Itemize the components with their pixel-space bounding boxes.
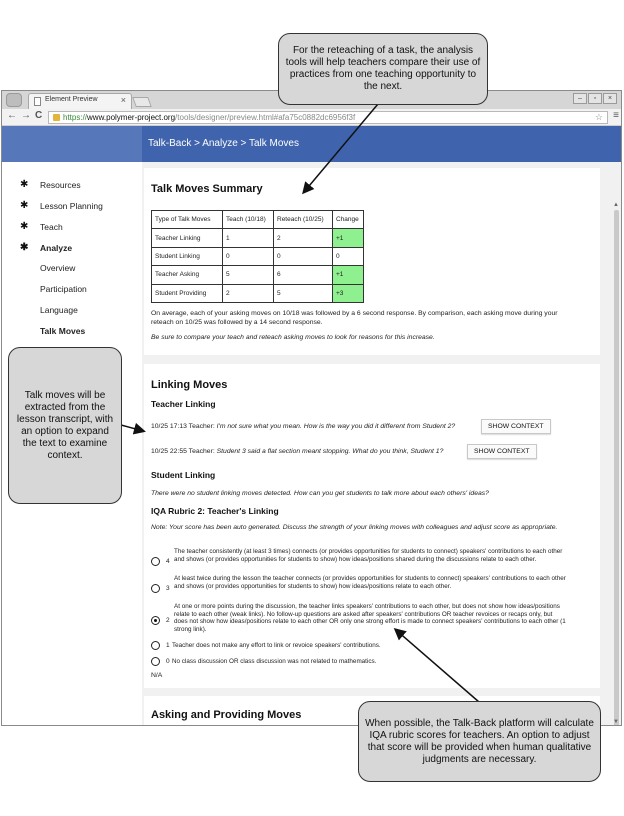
rubric-score: 0 — [166, 658, 170, 665]
change-cell: +3 — [333, 284, 364, 302]
sidebar-item-label: Analyze — [40, 243, 73, 253]
na-label: N/A — [151, 672, 163, 679]
rubric-title: IQA Rubric 2: Teacher's Linking — [151, 506, 279, 516]
arrow-to-rubric — [396, 630, 479, 702]
arrow-to-summary — [304, 104, 378, 192]
change-cell: +1 — [333, 229, 364, 247]
bookmark-star-icon[interactable]: ☆ — [594, 112, 603, 122]
forward-arrow-icon[interactable]: → — [21, 110, 31, 121]
url-domain: www.polymer-project.org — [87, 113, 176, 122]
asking-title: Asking and Providing Moves — [151, 709, 302, 721]
table-cell: Teacher Asking — [152, 266, 223, 284]
compare-note: Be sure to compare your teach and reteach asking moves to look for reasons for this increase. — [151, 334, 435, 341]
table-cell: 1 — [223, 229, 274, 247]
rubric-option-text: The teacher consistently (at least 3 times) connects (or provides opportunities for students to connect) speakers' contributions to each other and shows (or provides opportunities for students to show) how ideas/positions shared during the discussions relate to each other. — [174, 548, 563, 563]
table-cell: Teacher Linking — [152, 229, 223, 247]
minimize-button[interactable]: – — [573, 93, 587, 104]
move-quote: Student 3 said a flat section meant stopping. What do you think, Student 1? — [216, 448, 444, 455]
sidebar-item-label: Teach — [40, 222, 63, 232]
sidebar-subitem-language[interactable]: Language — [40, 305, 78, 315]
move-timestamp: 10/25 17:13 Teacher: — [151, 423, 217, 430]
table-cell: 0 — [274, 247, 333, 265]
teacher-linking-heading: Teacher Linking — [151, 399, 216, 409]
move-timestamp: 10/25 22:55 Teacher: — [151, 448, 217, 455]
gear-icon: ✱ — [20, 179, 29, 190]
scroll-down-icon[interactable]: ▼ — [613, 719, 619, 725]
change-cell: +1 — [333, 266, 364, 284]
table-cell: 2 — [274, 229, 333, 247]
rubric-score: 1 — [166, 642, 170, 649]
close-window-button[interactable]: × — [603, 93, 617, 104]
arrow-to-talk-moves — [121, 425, 143, 431]
rubric-option-text: At one or more points during the discussion, the teacher links speakers' contributions to each other, but does not show how ideas/positions relate to each other (weak links). No follow-up questions are asked after speakers' contributions OR teacher revoices or recaps only, but does not show how ideas/positions relate to each other OR only one strong effort is made to connect speakers' contributions to each other (1 strong link). — [174, 603, 566, 633]
column-header: Type of Talk Moves — [152, 211, 223, 229]
rubric-score: 3 — [166, 585, 170, 592]
student-linking-heading: Student Linking — [151, 470, 216, 480]
callout-talk-moves: Talk moves will be extracted from the lesson transcript, with an option to expand the text to examine context. — [8, 347, 122, 504]
table-cell: 6 — [274, 266, 333, 284]
callout-reteaching: For the reteaching of a task, the analysis tools will help teachers compare their use of practices from one teaching opportunity to the next. — [278, 33, 488, 105]
tab-close-icon[interactable]: × — [120, 95, 126, 105]
url-scheme: https:// — [63, 113, 88, 122]
maximize-button[interactable]: ▫ — [588, 93, 602, 104]
column-header: Reteach (10/25) — [274, 211, 333, 229]
url-path: /tools/designer/preview.html#afa75c0882dc6956f3f — [175, 113, 356, 122]
gear-icon: ✱ — [20, 242, 29, 253]
student-linking-note: There were no student linking moves detected. How can you get students to talk more about each others' ideas? — [151, 490, 489, 497]
scroll-up-icon[interactable]: ▲ — [613, 202, 619, 208]
table-cell: 5 — [223, 266, 274, 284]
browser-menu-icon[interactable]: ≡ — [613, 110, 619, 121]
gear-icon: ✱ — [20, 200, 29, 211]
sidebar-subitem-talk-moves[interactable]: Talk Moves — [40, 326, 86, 336]
table-cell: Student Providing — [152, 284, 223, 302]
rubric-option-text: Teacher does not make any effort to link or revoice speakers' contributions. — [172, 642, 381, 649]
table-cell: 0 — [223, 247, 274, 265]
show-context-button[interactable]: SHOW CONTEXT — [481, 419, 551, 434]
table-cell: 2 — [223, 284, 274, 302]
tab-title: Element Preview — [45, 96, 98, 103]
response-time-note: On average, each of your asking moves on 10/18 was followed by a 6 second response. By comparison, each asking move during your reteach on 10/25 was followed by a 14 second response. — [151, 310, 558, 326]
table-cell: 5 — [274, 284, 333, 302]
linking-title: Linking Moves — [151, 379, 228, 391]
callout-iqa-rubric: When possible, the Talk-Back platform will calculate IQA rubric scores for teachers. An option to adjust that score will be provided when human qualitative judgments are necessary. — [358, 701, 601, 782]
show-context-button[interactable]: SHOW CONTEXT — [467, 444, 537, 459]
sidebar-subitem-participation[interactable]: Participation — [40, 284, 87, 294]
sidebar-item-label: Lesson Planning — [40, 201, 103, 211]
rubric-option-text: At least twice during the lesson the teacher connects (or provides opportunities for students to connect) speakers' contributions to each other and shows (or provides opportunities for students to show) how ideas/positions relate to each other. — [174, 575, 566, 590]
sidebar-item-label: Resources — [40, 180, 81, 190]
sidebar-subitem-overview[interactable]: Overview — [40, 263, 76, 273]
rubric-option-text: No class discussion OR class discussion was not related to mathematics. — [172, 658, 377, 665]
gear-icon: ✱ — [20, 221, 29, 232]
reload-icon[interactable]: C — [35, 110, 43, 121]
rubric-score: 4 — [166, 558, 170, 565]
rubric-note: Note: Your score has been auto generated. Discuss the strength of your linking moves with colleagues and adjust score as appropriate. — [151, 524, 558, 531]
summary-title: Talk Moves Summary — [151, 183, 263, 195]
table-cell: Student Linking — [152, 247, 223, 265]
column-header: Teach (10/18) — [223, 211, 274, 229]
rubric-score: 2 — [166, 617, 170, 624]
breadcrumb: Talk-Back > Analyze > Talk Moves — [148, 138, 299, 149]
change-cell: 0 — [333, 247, 364, 265]
column-header: Change — [333, 211, 364, 229]
move-quote: I'm not sure what you mean. How is the way you did it different from Student 2? — [216, 423, 456, 430]
back-arrow-icon[interactable]: ← — [7, 110, 17, 121]
